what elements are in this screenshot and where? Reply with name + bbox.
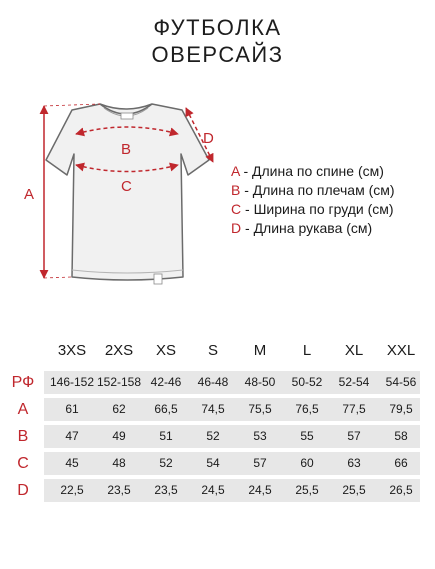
table-cell: 55 bbox=[300, 429, 314, 443]
table-cell: 23,5 bbox=[154, 483, 178, 497]
legend-letter: A bbox=[231, 163, 240, 179]
table-cell: 49 bbox=[112, 429, 126, 443]
size-header-2xs: 2XS bbox=[104, 342, 134, 359]
row-label: C bbox=[17, 455, 29, 472]
legend-item-c bbox=[231, 200, 395, 219]
diagram-label-a: A bbox=[24, 186, 35, 203]
table-cell: 51 bbox=[159, 429, 173, 443]
size-header-xs: XS bbox=[155, 342, 176, 359]
size-header-s: S bbox=[207, 342, 218, 359]
table-cell: 25,5 bbox=[342, 483, 366, 497]
table-cell: 66 bbox=[394, 456, 408, 470]
table-cell: 25,5 bbox=[295, 483, 319, 497]
legend-letter: C bbox=[231, 201, 242, 217]
table-cell: 52-54 bbox=[338, 375, 370, 389]
size-header-m: M bbox=[253, 342, 267, 359]
table-cell: 52 bbox=[206, 429, 220, 443]
table-cell: 60 bbox=[300, 456, 314, 470]
table-cell: 54-56 bbox=[385, 375, 417, 389]
legend-text: - Длина по спине (см) bbox=[239, 163, 384, 179]
table-cell: 26,5 bbox=[389, 483, 413, 497]
table-cell: 74,5 bbox=[201, 402, 225, 416]
table-cell: 77,5 bbox=[342, 402, 366, 416]
row-label: РФ bbox=[11, 374, 35, 391]
table-cell: 63 bbox=[347, 456, 361, 470]
table-cell: 54 bbox=[206, 456, 220, 470]
table-cell: 62 bbox=[112, 402, 126, 416]
table-cell: 48 bbox=[112, 456, 126, 470]
table-cell: 58 bbox=[394, 429, 408, 443]
table-cell: 48-50 bbox=[244, 375, 276, 389]
diagram-label-b: B bbox=[121, 141, 132, 158]
table-cell: 146-152 bbox=[49, 375, 95, 389]
legend-item-b bbox=[231, 181, 395, 200]
table-cell: 57 bbox=[347, 429, 361, 443]
row-label: D bbox=[17, 482, 29, 499]
table-cell: 57 bbox=[253, 456, 267, 470]
table-cell: 42-46 bbox=[150, 375, 182, 389]
table-cell: 24,5 bbox=[201, 483, 225, 497]
diagram-label-d: D bbox=[203, 130, 214, 147]
size-header-xxl: XXL bbox=[386, 342, 416, 359]
legend-letter: B bbox=[231, 182, 241, 198]
table-cell: 79,5 bbox=[389, 402, 413, 416]
table-cell: 76,5 bbox=[295, 402, 319, 416]
table-cell: 52 bbox=[159, 456, 173, 470]
table-cell: 46-48 bbox=[197, 375, 229, 389]
table-cell: 61 bbox=[65, 402, 79, 416]
diagram-label-c: C bbox=[121, 178, 132, 195]
table-cell: 50-52 bbox=[291, 375, 323, 389]
legend-letter: D bbox=[231, 220, 242, 236]
table-cell: 45 bbox=[65, 456, 79, 470]
legend-item-a bbox=[231, 162, 395, 181]
legend-text: - Длина рукава (см) bbox=[241, 220, 373, 236]
table-cell: 24,5 bbox=[248, 483, 272, 497]
tshirt-hem-tag bbox=[154, 274, 162, 284]
row-label: A bbox=[17, 401, 29, 418]
legend-text: - Ширина по груди (см) bbox=[241, 201, 394, 217]
table-cell: 75,5 bbox=[248, 402, 272, 416]
table-cell: 152-158 bbox=[96, 375, 142, 389]
measurement-legend bbox=[231, 162, 395, 238]
legend-item-d bbox=[231, 219, 395, 238]
measure-guide-a-bottom bbox=[44, 277, 72, 278]
legend-text: - Длина по плечам (см) bbox=[240, 182, 395, 198]
size-header-l: L bbox=[302, 342, 312, 359]
row-label: B bbox=[17, 428, 29, 445]
table-cell: 47 bbox=[65, 429, 79, 443]
tshirt-neck-label bbox=[121, 113, 133, 119]
table-cell: 66,5 bbox=[154, 402, 178, 416]
size-header-3xs: 3XS bbox=[57, 342, 87, 359]
table-cell: 53 bbox=[253, 429, 267, 443]
title-line-1: ФУТБОЛКА bbox=[153, 15, 282, 40]
size-header-xl: XL bbox=[344, 342, 364, 359]
table-cell: 23,5 bbox=[107, 483, 131, 497]
title-line-2: ОВЕРСАЙЗ bbox=[151, 42, 284, 67]
table-cell: 22,5 bbox=[60, 483, 84, 497]
